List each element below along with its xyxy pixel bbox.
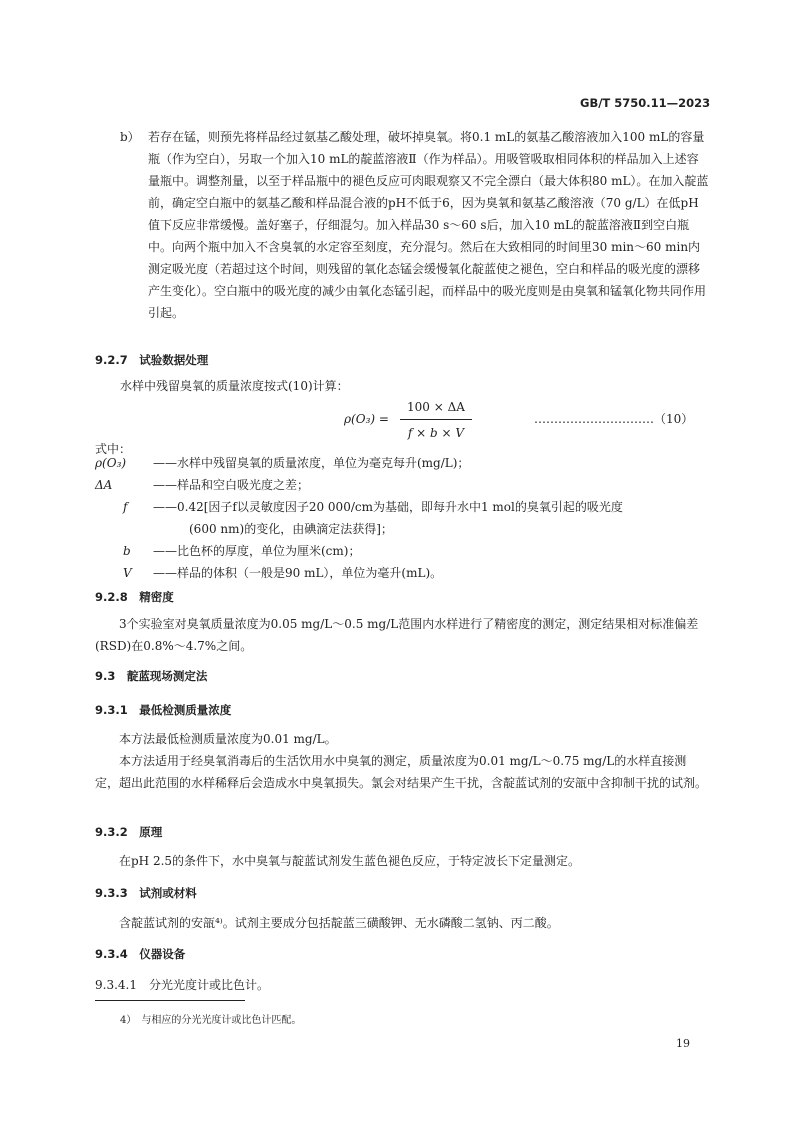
paragraph: 3个实验室对臭氧质量浓度为0.05 mg/L～0.5 mg/L范围内水样进行了精密度的测定，测定结果相对标准偏差(RSD)在0.8%～4.7%之间。 xyxy=(95,617,699,653)
var-desc-cont: (600 nm)的变化，由碘滴定法获得]； xyxy=(189,522,393,536)
where-label: 式中： xyxy=(95,442,132,456)
section-9-3-2: 9.3.2 原理 xyxy=(95,825,163,839)
formula-numerator: 100 × ΔA xyxy=(407,400,465,414)
fraction-bar xyxy=(400,419,472,420)
var-desc: ——水样中残留臭氧的质量浓度，单位为毫克每升(mg/L)； xyxy=(153,456,470,470)
page-header: GB/T 5750.11—2023 xyxy=(580,96,711,110)
var-symbol: V xyxy=(123,566,132,580)
formula-lhs: ρ(O₃) = xyxy=(344,412,389,426)
section-9-2-8: 9.2.8 精密度 xyxy=(95,590,174,604)
var-symbol: f xyxy=(123,500,128,514)
var-symbol: b xyxy=(123,544,131,558)
paragraph: 本方法适用于经臭氧消毒后的生活饮用水中臭氧的测定，质量浓度为0.01 mg/L～0.75 mg/L的水样直接测定，超出此范围的水样稀释后会造成水中臭氧损失。氯会对结果产生干扰，含靛蓝试剂的安瓿中含抑制干扰的试剂。 xyxy=(95,754,708,790)
section-9-2-7: 9.2.7 试验数据处理 xyxy=(95,353,209,367)
formula-number: …………………………（10） xyxy=(534,412,694,426)
paragraph: 本方法最低检测质量浓度为0.01 mg/L。 xyxy=(119,732,337,746)
var-desc: ——样品的体积（一般是90 mL），单位为毫升(mL)。 xyxy=(153,566,443,580)
var-desc: ——0.42[因子f以灵敏度因子20 000/cm为基础，即每升水中1 mol的臭氧引起的吸光度 xyxy=(153,500,623,514)
paragraph: 水样中残留臭氧的质量浓度按式(10)计算： xyxy=(120,379,349,393)
paragraph: 含靛蓝试剂的安瓿⁴⁾。试剂主要成分包括靛蓝三磺酸钾、无水磷酸二氢钠、丙二酸。 xyxy=(119,916,559,930)
var-symbol: ΔA xyxy=(95,478,113,492)
var-symbol: ρ(O₃) xyxy=(95,456,127,470)
section-9-3-3: 9.3.3 试剂或材料 xyxy=(95,886,197,900)
footnote: 4） 与相应的分光光度计或比色计匹配。 xyxy=(120,1015,302,1026)
paragraph-b: 若存在锰，则预先将样品经过氨基乙酸处理，破坏掉臭氧。将0.1 mL的氨基乙酸溶液加入100 mL的容量瓶（作为空白），另取一个加入10 mL的靛蓝溶液Ⅱ（作为样品）。用吸管吸取相同体积的样品加入上述容量瓶中。调整剂量，以至于样品瓶中的褪色反应可肉眼观察又不完全漂白（最大体积80 mL）。在加入靛蓝前，确定空白瓶中的氨基乙酸和样品混合液的pH不低于6，因为臭氧和氨基乙酸溶液（70 g/L）在低pH值下反应非常缓慢。盖好塞子，仔细混匀。加入样品30 s～60 s后，加入10 mL的靛蓝溶液Ⅱ到空白瓶中。向两个瓶中加入不含臭氧的水定容至刻度，充分混匀。然后在大致相同的时间里30 min～60 min内测定吸光度（若超过这个时间，则残留的氧化态锰会缓慢氧化靛蓝使之褪色，空白和样品的吸光度的漂移产生变化）。空白瓶中的吸光度的减少由氧化态锰引起，而样品中的吸光度则是由臭氧和锰氧化物共同作用引起。 xyxy=(148,130,709,320)
var-desc: ——比色杯的厚度，单位为厘米(cm)； xyxy=(153,544,361,558)
paragraph: 在pH 2.5的条件下，水中臭氧与靛蓝试剂发生蓝色褪色反应，于特定波长下定量测定。 xyxy=(119,854,581,868)
section-9-3-4: 9.3.4 仪器设备 xyxy=(95,947,186,961)
list-label: b） xyxy=(120,130,140,144)
footnote-rule xyxy=(95,1000,245,1001)
var-desc: ——样品和空白吸光度之差； xyxy=(153,478,310,492)
formula-denominator: f × b × V xyxy=(407,426,465,440)
section-9-3-1: 9.3.1 最低检测质量浓度 xyxy=(95,703,232,717)
section-9-3: 9.3 靛蓝现场测定法 xyxy=(95,669,208,683)
page-number: 19 xyxy=(676,1037,690,1050)
subsection-9-3-4-1: 9.3.4.1 分光光度计或比色计。 xyxy=(95,978,269,992)
formula xyxy=(344,402,476,438)
